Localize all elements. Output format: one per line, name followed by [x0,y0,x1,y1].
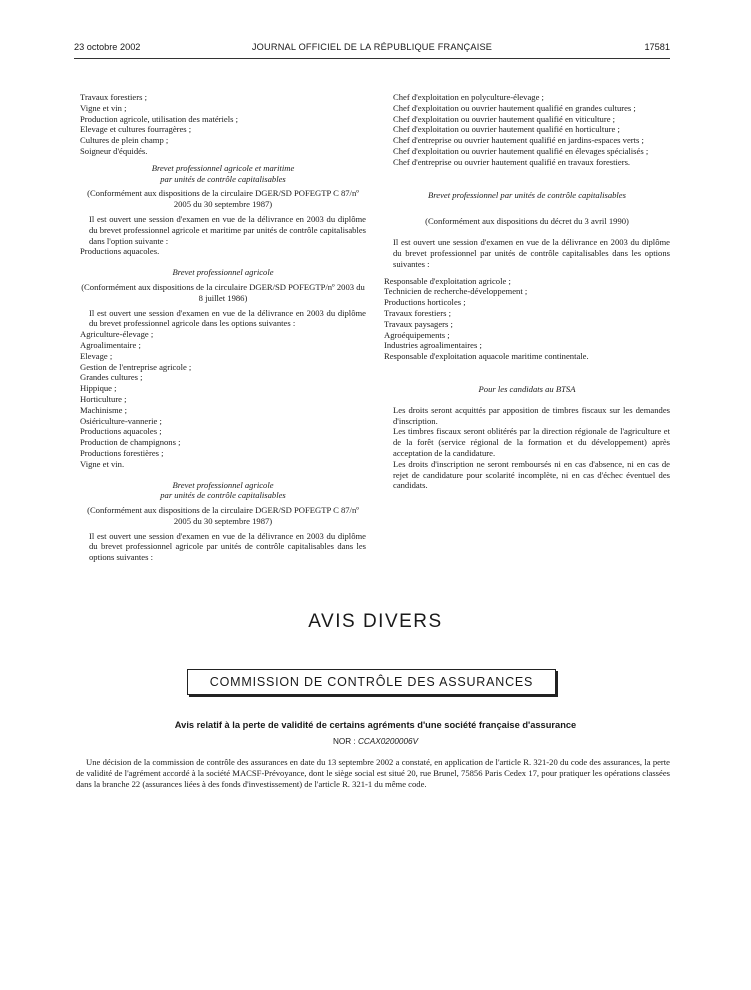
list-item: Productions aquacoles ; [80,426,162,437]
circular-reference: (Conformément aux dispositions de la circulaire DGER/SD POFEGTP C 87/nº 2005 du 30 septembre 1987) [87,188,359,210]
list-item: Horticulture ; [80,393,127,404]
list-item: Chef d'exploitation en polyculture-élevage ; [393,92,544,102]
heading-line: Brevet professionnel agricole et maritime [151,162,295,173]
list-item: Osiériculture-vannerie ; [80,415,162,426]
list-item: Vigne et vin. [80,458,125,469]
options-list-bpa [80,329,366,469]
list-item: Agroalimentaire ; [80,339,141,350]
heading-line: par unités de contrôle capitalisables [160,490,286,501]
list-item: Production agricole, utilisation des matériels ; [80,113,238,124]
list-item: Chef d'exploitation ou ouvrier hautement qualifié en viticulture ; [393,113,616,124]
header-date: 23 octobre 2002 [74,42,141,52]
paragraph: Les timbres fiscaux seront oblitérés par la direction régionale de l'agriculture et de la forêt (service régional de la formation et du développement) après acceptation de la candidature. [393,426,670,458]
list-item: Agriculture-élevage ; [80,329,154,340]
nor-code: CCAX0200006V [357,737,419,746]
list-item: Chef d'exploitation ou ouvrier hautement qualifié en grandes cultures ; [393,102,636,113]
journal-title: JOURNAL OFFICIEL DE LA RÉPUBLIQUE FRANÇAISE [251,42,493,52]
circular-reference: (Conformément aux dispositions de la circulaire DGER/SD POFEGTP/nº 2003 du 8 juillet 1986) [81,281,365,303]
list-item: Productions aquacoles. [80,246,160,257]
list-item: Technicien de recherche-développement ; [384,286,528,297]
page-header [74,42,670,56]
list-item: Travaux forestiers ; [80,92,147,102]
options-list-bp [384,276,670,362]
list-item: Chef d'exploitation ou ouvrier hautement qualifié en horticulture ; [393,124,620,135]
section-heading [80,163,366,185]
heading-line: par unités de contrôle capitalisables [160,173,286,184]
nor-reference [0,737,751,746]
list-item: Cultures de plein champ ; [80,135,169,146]
left-column [80,92,366,563]
list-item: Vigne et vin ; [80,102,127,113]
list-item: Soigneur d'équidés. [80,145,148,156]
list-item: Agroéquipements ; [384,329,450,340]
list-item: Travaux paysagers ; [384,318,453,329]
paragraph: Il est ouvert une session d'examen en vue de la délivrance en 2003 du diplôme du brevet professionnel par unités de contrôle capitalisables dans les options suivantes : [393,237,670,269]
avis-divers-heading: AVIS DIVERS [308,611,443,632]
list-item: Elevage et cultures fourragères ; [80,124,192,135]
heading-line: Brevet professionnel agricole [172,479,274,490]
options-list-a [80,92,366,157]
section-heading: Brevet professionnel par unités de contrôle capitalisables [428,189,626,200]
right-column [384,92,670,491]
paragraph: Il est ouvert une session d'examen en vue de la délivrance en 2003 du diplôme du brevet professionnel agricole par unités de contrôle capitalisables dans les options suivantes : [89,530,366,563]
header-rule [74,58,670,59]
circular-reference: (Conformément aux dispositions de la circulaire DGER/SD POFEGTP C 87/nº 2005 du 30 septembre 1987) [87,505,359,526]
notice-title: Avis relatif à la perte de validité de certains agréments d'une société française d'assurance [174,720,577,730]
options-list-top [384,92,670,168]
list-item: Chef d'entreprise ou ouvrier hautement qualifié en jardins-espaces verts ; [393,135,644,146]
section-heading: Brevet professionnel agricole [172,267,274,278]
list-item: Production de champignons ; [80,437,181,448]
list-item: Elevage ; [80,350,113,361]
section-heading [80,480,366,502]
list-item: Productions horticoles ; [384,297,466,308]
list-item: Gestion de l'entreprise agricole ; [80,361,192,372]
list-item: Responsable d'exploitation agricole ; [384,275,511,286]
paragraph: Il est ouvert une session d'examen en vue de la délivrance en 2003 du diplôme du brevet professionnel agricole et maritime par unités de contrôle capitalisables dans l'option suivante : [89,213,366,246]
commission-banner: COMMISSION DE CONTRÔLE DES ASSURANCES [187,669,556,695]
section-heading: Pour les candidats au BTSA [478,383,576,394]
list-item: Industries agroalimentaires ; [384,340,482,351]
paragraph: Les droits d'inscription ne seront remboursés ni en cas d'absence, ni en cas de rejet de candidature pour scolarité incomplète, ni en cas d'échec éventuel des candidats. [393,458,670,491]
list-item: Productions forestières ; [80,447,164,458]
decision-paragraph: Une décision de la commission de contrôle des assurances en date du 13 septembre 2002 a constaté, en application de l'article R. 321-20 du code des assurances, la perte de validité de l'agrément accordé à la société MACSF-Prévoyance, dont le siège social est situé 20, rue Brunel, 75856 Paris Cedex 17, pour pratiquer les opérations classées dans la branche 22 (assurances liées à des fonds d'investissement) de l'article R. 321-1 du même code. [76,757,670,789]
list-item: Hippique ; [80,383,117,394]
list-item: Travaux forestiers ; [384,307,451,318]
list-item: Responsable d'exploitation aquacole maritime continentale. [384,351,589,362]
list-item: Chef d'exploitation ou ouvrier hautement qualifié en élevages spécialisés ; [393,145,649,156]
nor-label: NOR : [332,737,356,746]
list-item: Machinisme ; [80,404,128,415]
page-number: 17581 [644,42,670,52]
list-item: Chef d'entreprise ou ouvrier hautement qualifié en travaux forestiers. [393,156,631,167]
paragraph: Il est ouvert une session d'examen en vue de la délivrance en 2003 du diplôme du brevet professionnel agricole dans les options suivantes : [89,307,366,329]
paragraph: Les droits seront acquittés par apposition de timbres fiscaux sur les demandes d'inscription. [393,404,670,426]
decree-reference: (Conformément aux dispositions du décret du 3 avril 1990) [425,216,629,227]
list-item: Grandes cultures ; [80,372,143,383]
